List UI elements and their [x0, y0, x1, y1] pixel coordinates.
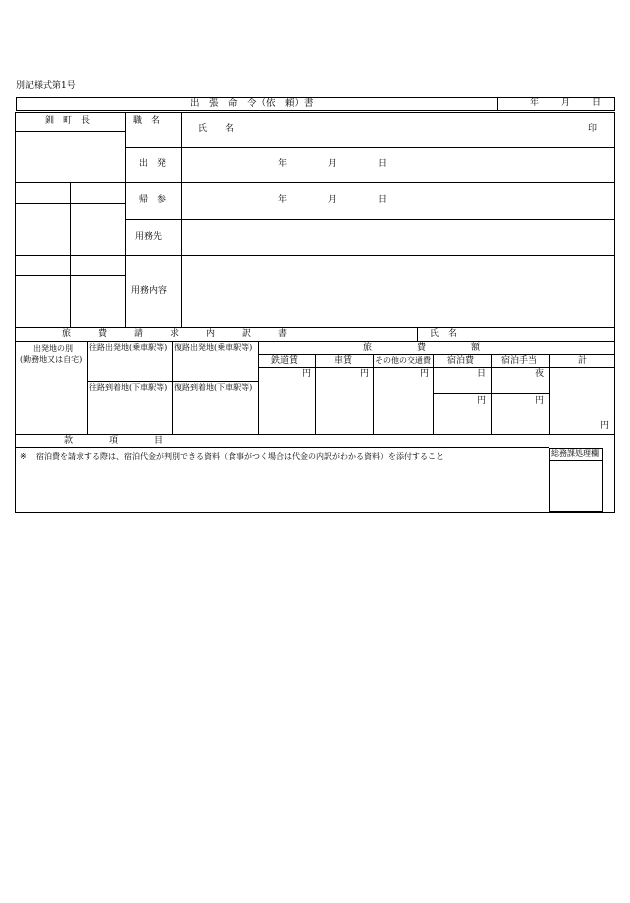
return-arrival-label: 復路到着地(下車駅等): [174, 383, 253, 392]
origin-label-1: 出発地の別: [33, 344, 73, 353]
departure-label: 出 発: [139, 159, 167, 169]
seal-label: 印: [588, 124, 598, 134]
col-lodging-allowance: 宿泊手当: [501, 356, 538, 366]
note-mark: ※: [20, 452, 27, 461]
outbound-departure-label: 往路出発地(乗車駅等): [89, 343, 168, 352]
other-yen: 円: [420, 369, 430, 379]
allowance-yen: 円: [535, 396, 545, 406]
return-month: 月: [328, 195, 338, 205]
return-day: 日: [378, 195, 388, 205]
origin-label-2: (勤務地又は自宅): [20, 355, 83, 364]
col-total: 計: [578, 356, 588, 366]
budget-label: 款 項 目: [64, 436, 164, 446]
purpose-label: 用務内容: [131, 286, 168, 296]
lodging-yen: 円: [477, 396, 487, 406]
lodging-days: 日: [477, 369, 487, 379]
col-lodging: 宿泊費: [447, 356, 475, 366]
lodging-nights: 夜: [535, 369, 545, 379]
departure-year: 年: [278, 159, 288, 169]
col-car-fare: 車賃: [334, 356, 353, 366]
col-other-transport: その他の交通費: [375, 356, 431, 365]
col-rail-fare: 鉄道賃: [271, 356, 299, 366]
title-date-year: 年: [530, 98, 540, 108]
car-yen: 円: [360, 369, 370, 379]
expense-name-label: 氏 名: [430, 329, 458, 339]
admin-label: 総務課処理欄: [551, 449, 599, 458]
position-label: 職 名: [133, 116, 161, 126]
destination-label: 用務先: [135, 232, 163, 242]
return-year: 年: [278, 195, 288, 205]
return-departure-label: 復路出発地(乗車駅等): [174, 343, 253, 352]
approver-label: 釧 町 長: [45, 116, 91, 126]
title-date-month: 月: [561, 98, 571, 108]
total-yen: 円: [600, 421, 610, 431]
outbound-arrival-label: 往路到着地(下車駅等): [89, 383, 168, 392]
title-date-day: 日: [592, 98, 602, 108]
expense-title: 旅 費 請 求 内 訳 書: [62, 329, 288, 339]
form-title: 出 張 命 令（依 頼）書: [190, 98, 314, 109]
departure-month: 月: [328, 159, 338, 169]
rail-yen: 円: [302, 369, 312, 379]
form-number: 別記様式第1号: [16, 81, 76, 91]
name-label: 氏 名: [198, 124, 235, 134]
attachment-note: 宿泊費を請求する際は、宿泊代金が判別できる資料（食事がつく場合は代金の内訳がわかる資料）を添付すること: [36, 452, 444, 461]
return-label: 帰 参: [139, 195, 167, 205]
departure-day: 日: [378, 159, 388, 169]
travel-expense-label: 旅 費 額: [363, 343, 481, 353]
